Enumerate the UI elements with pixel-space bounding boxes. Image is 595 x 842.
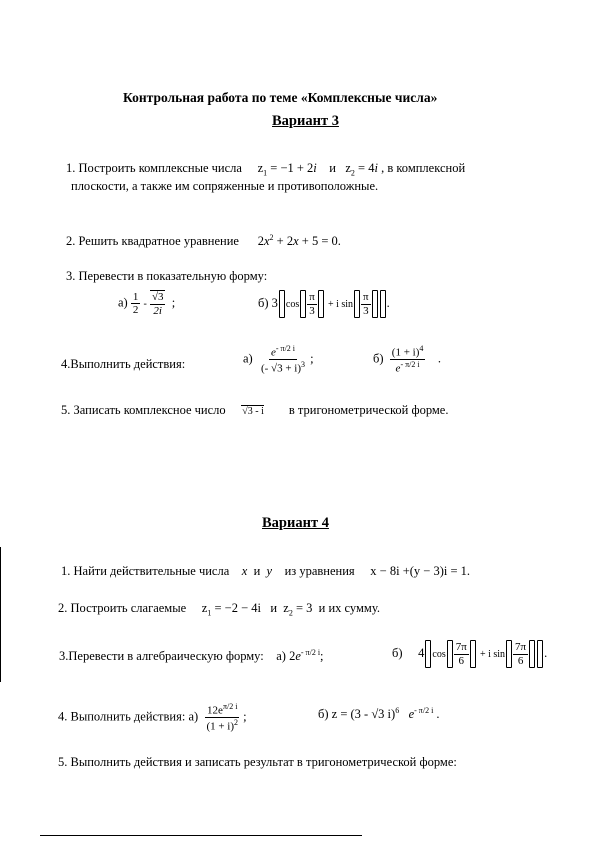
fraction: $\frac{12e^{\pi/2 i}}{(1 + i)^2}$: [206, 702, 239, 733]
fraction: $\frac{1}{2}$: [132, 290, 139, 317]
fraction: $\frac{√3}{2i}$: [151, 291, 164, 317]
v3-task1-line2: плоскости, а также им сопряженные и противоположные.: [71, 179, 379, 193]
footnote-rule: [40, 835, 362, 836]
v3-task3-a: а) $\frac{1}{2}$ - $\frac{√3}{2i}$ ;: [118, 290, 176, 317]
v4-task3-b: б) 4 cos $\frac{7\pi}{6}$ + i sin $\frac{7\pi}{6}$ .: [392, 640, 548, 667]
v3-task1-z1: $z_1 = -1 + 2i$: [257, 161, 317, 178]
fraction: $\frac{7\pi}{6}$: [515, 640, 527, 667]
v3-task3-text: 3. Перевести в показательную форму:: [66, 269, 268, 283]
v4-task2: 2. Построить слагаемые $z_1 = -2 - 4i$ и $z_2 = 3$ и их сумму.: [58, 601, 380, 618]
v3-task2-text: 2. Решить квадратное уравнение: [66, 234, 239, 249]
v3-task3-b: б) 3 cos $\frac{\pi}{3}$ + i sin $\frac{\pi}{3}$ .: [258, 290, 390, 317]
v4-task2-z2: $z_2 = 3$: [283, 601, 313, 618]
bracket-icon: [318, 290, 324, 318]
bracket-icon: [300, 290, 306, 318]
fraction: $\frac{(1 + i)^4}{e^{- \pi/2 i}}$: [391, 344, 424, 375]
fraction: $\frac{\pi}{3}$: [309, 290, 315, 317]
v4-task5: 5. Выполнить действия и записать результат в тригонометрической форме:: [58, 755, 457, 769]
v3-task2-equation: $2x^2 + 2x + 5 = 0$.: [257, 233, 341, 249]
variant-4-heading: Вариант 4: [262, 515, 329, 531]
left-margin-rule: [0, 547, 1, 682]
v4-task3: 3.Перевести в алгебраическую форму: а) $2e^{- \pi/2 i}$;: [59, 648, 324, 664]
v3-task4-b: б) $\frac{(1 + i)^4}{e^{- \pi/2 i}}$ .: [373, 344, 441, 375]
v4-task4: 4. Выполнить действия: а) $\frac{12e^{\pi/2 i}}{(1 + i)^2}$ ;: [58, 702, 247, 733]
bracket-icon: [380, 290, 386, 318]
fraction: $\frac{\pi}{3}$: [363, 290, 369, 317]
v3-task2: [66, 233, 341, 249]
variant-3-heading: Вариант 3: [272, 113, 339, 129]
bracket-icon: [372, 290, 378, 318]
bracket-icon: [354, 290, 360, 318]
v3-task1-text: 1. Построить комплексные числа: [66, 161, 242, 175]
v3-task5: 5. Записать комплексное число √3 - i в тригонометрической форме.: [61, 403, 449, 417]
v3-task1-z2: $z_2 = 4i$: [345, 161, 378, 178]
bracket-icon: [537, 640, 543, 668]
v4-task4-b: б) z = (3 - √3 i)$^6$ $e^{- \pi/2 i}$ .: [318, 706, 440, 722]
v3-task1-tail: , в комплексной: [381, 161, 466, 175]
bracket-icon: [279, 290, 285, 318]
fraction: $\frac{7\pi}{6}$: [455, 640, 467, 667]
v4-task2-z1: $z_1 = -2 - 4i$: [201, 601, 261, 618]
bracket-icon: [425, 640, 431, 668]
v3-task1-and: и: [329, 161, 336, 175]
bracket-icon: [447, 640, 453, 668]
bracket-icon: [470, 640, 476, 668]
v4-task1-equation: x − 8i +(y − 3)i = 1.: [370, 564, 471, 578]
bracket-icon: [529, 640, 535, 668]
v4-task1: 1. Найти действительные числа x и y из уравнения x − 8i +(y − 3)i = 1.: [61, 564, 471, 578]
v3-task5-number: √3 - i: [242, 406, 264, 417]
v3-task4-text: 4.Выполнить действия:: [61, 357, 186, 371]
page-title: Контрольная работа по теме «Комплексные числа»: [123, 90, 438, 105]
fraction: $\frac{e^{- \pi/2 i}}{(- √3 + i)^3}$: [260, 344, 306, 375]
v3-task4-a: а) $\frac{e^{- \pi/2 i}}{(- √3 + i)^3}$ ;: [243, 344, 314, 375]
v3-task1-line1: [66, 161, 465, 178]
bracket-icon: [506, 640, 512, 668]
